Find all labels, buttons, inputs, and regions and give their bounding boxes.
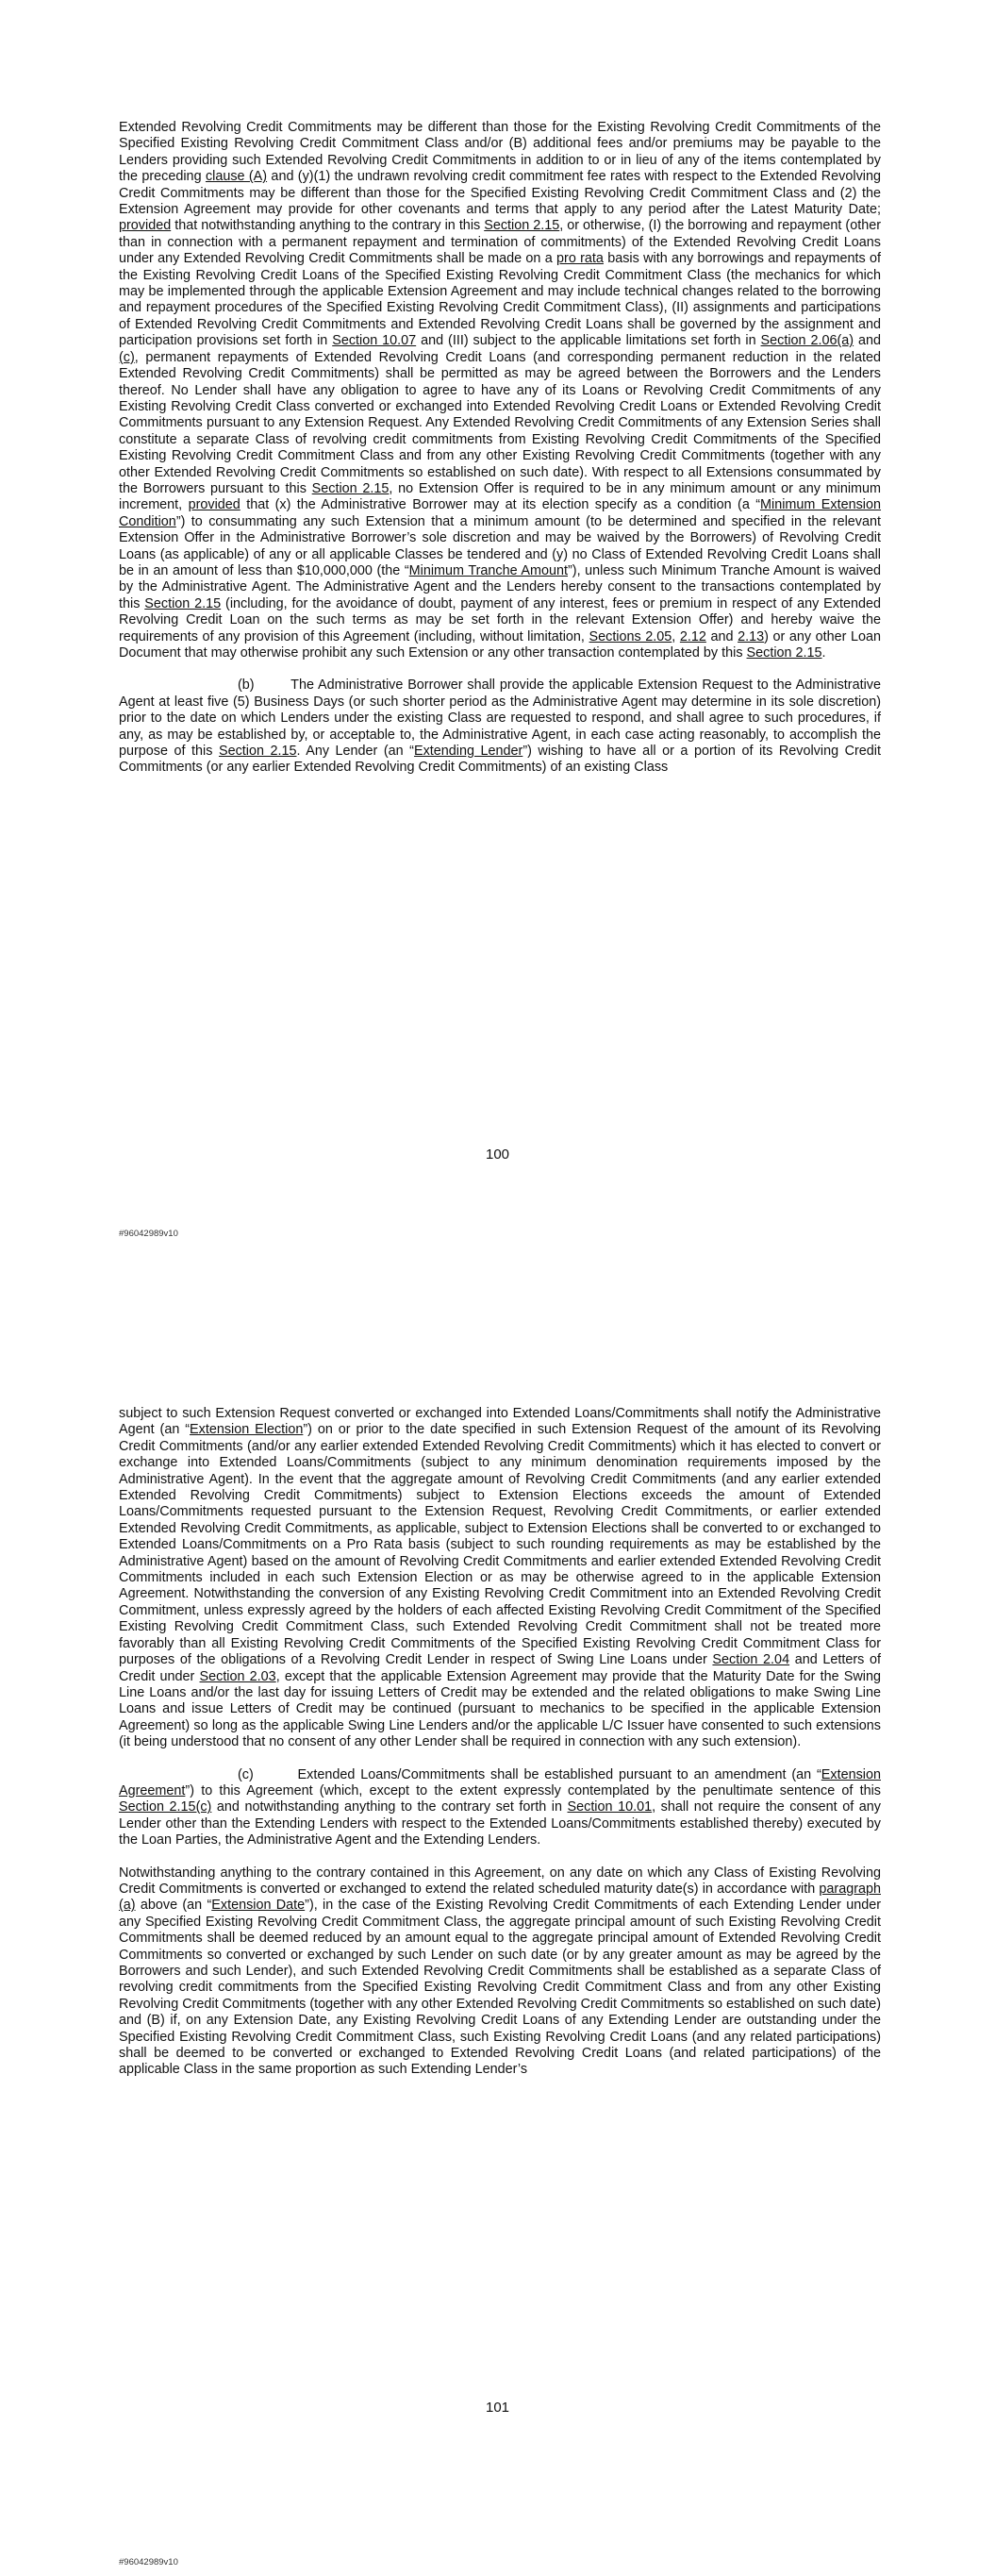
text-run: and xyxy=(854,333,882,349)
cross-reference: Extension Agreement xyxy=(119,1766,881,1798)
cross-reference: Extension Date xyxy=(211,1898,306,1914)
paragraph-c xyxy=(119,1767,881,1849)
paragraph-continuation xyxy=(119,1406,881,1751)
text-run: , no Extension Offer is required to be in any minimum amount or any minimum increment, xyxy=(119,480,881,513)
text-run: , xyxy=(672,628,680,644)
cross-reference: Section 2.04 xyxy=(712,1652,790,1668)
page-101 xyxy=(0,1288,995,2576)
text-run: and xyxy=(705,628,738,644)
text-run: basis with any borrowings and repayments of the Existing Revolving Credit Loans of the Specified Existing Revolving Credit Commitment Class (the mechanics for which may be implemented through the applicable Extension Agreement and may include technical changes related to the borrowing and repayment procedures of the Specified Existing Revolving Credit Commitment Class), (II) assignments and participations of Extended Revolving Credit Commitments and Extended Revolving Credit Loans shall be governed by the assignment and participation provisions set forth in xyxy=(119,251,881,349)
cross-reference: Section 10.01 xyxy=(567,1799,653,1815)
cross-reference: Section 2.03 xyxy=(199,1668,276,1684)
text-run: ”) to this Agreement (which, except to the extent expressly contemplated by the penultimate sentence of this xyxy=(185,1782,881,1798)
cross-reference: Section 2.15 xyxy=(218,744,297,760)
cross-reference: Section 10.07 xyxy=(332,333,417,349)
cross-reference: provided xyxy=(188,497,240,513)
cross-reference: 2.13 xyxy=(738,628,765,644)
text-run: , or otherwise, (I) the borrowing and repayment (other than in connection with a permanent repayment and termination of commitments) of the Extended Revolving Credit Loans under any Extended Revolving Credit Commitments shall be made on a xyxy=(119,218,881,267)
text-run: , permanent repayments of Extended Revolving Credit Loans (and corresponding permanent reduction in the related Extended Revolving Credit Commitments) shall be permitted as may be agreed between the Borrowers and the Lenders thereof. No Lender shall have any obligation to agree to have any of its Loans or Revolving Credit Commitments of any Existing Revolving Credit Class converted or exchanged into Extended Revolving Credit Loans or Extended Revolving Credit Commitments pursuant to any Extension Request. Any Extended Revolving Credit Commitments of any Extension Series shall constitute a separate Class of revolving credit commitments from Existing Revolving Credit Commitments of the Specified Existing Revolving Credit Commitment Class and from any other Existing Revolving Credit Commitments (together with any other Extended Revolving Credit Commitments so established on such date). With respect to all Extensions consummated by the Borrowers pursuant to this xyxy=(119,349,881,496)
text-run: ”) to consummating any such Extension that a minimum amount (to be determined and specified in the relevant Extension Offer in the Administrative Borrower’s sole discretion and may be waived by the Borrowers) of Revolving Credit Loans (as applicable) of any or all applicable Classes be tendered and (y) no Class of Extended Revolving Credit Loans shall be in an amount of less than $10,000,000 (the “ xyxy=(119,513,881,578)
text-run: Extended Revolving Credit Commitments may be different than those for the Existing Revolving Credit Commitments of the Specified Existing Revolving Credit Commitment Class and/or (B) additional fees and/or premiums may be payable to the Lenders providing such Extended Revolving Credit Commitments in addition to or in lieu of any of the items contemplated by the preceding xyxy=(119,120,881,185)
cross-reference: Section 2.15 xyxy=(311,480,390,496)
cross-reference: Extending Lender xyxy=(413,744,523,760)
page-body xyxy=(119,120,881,793)
text-run: ”) wishing to have all or a portion of its Revolving Credit Commitments (or any earlier Extended Revolving Credit Commitments) of an existing Class xyxy=(119,744,881,776)
document-id: #96042989v10 xyxy=(119,1229,178,1239)
text-run: that notwithstanding anything to the contrary in this xyxy=(171,218,485,234)
text-run: . Any Lender (an “ xyxy=(296,744,414,760)
text-run: (b) The Administrative Borrower shall provide the applicable Extension Request to the Administrative Agent at least five (5) Business Days (or such shorter period as the Administrative Agent may determine in its sole discretion) prior to the date on which Lenders under the existing Class are requested to respond, and shall agree to such procedures, if any, as may be established by, or acceptable to, the Administrative Agent, in each case acting reasonably, to accomplish the purpose of this xyxy=(119,677,881,760)
text-run: , except that the applicable Extension Agreement may provide that the Maturity Date for the Swing Line Loans and/or the last day for issuing Letters of Credit may be extended and the related obligations to make Swing Line Loans and issue Letters of Credit may be continued (pursuant to mechanics to be specified in the applicable Extension Agreement) so long as the applicable Swing Line Lenders and/or the applicable L/C Issuer have consented to such extensions (it being understood that no consent of any other Lender shall be required in connection with any such extension). xyxy=(119,1668,881,1750)
cross-reference: Sections 2.05 xyxy=(589,628,672,644)
text-run: . xyxy=(821,645,826,661)
cross-reference: 2.12 xyxy=(679,628,706,644)
text-run: ) or any other Loan Document that may otherwise prohibit any such Extension or any other transaction contemplated by this xyxy=(119,628,881,661)
cross-reference: provided xyxy=(119,218,172,234)
cross-reference: pro rata xyxy=(556,251,604,267)
cross-reference: Section 2.06(a) xyxy=(760,333,854,349)
text-run: and (III) subject to the applicable limitations set forth in xyxy=(416,333,761,349)
text-run: Notwithstanding anything to the contrary contained in this Agreement, on any date on which any Class of Existing Revolving Credit Commitments is converted or exchanged to extend the related scheduled maturity date(s) in accordance with xyxy=(119,1865,881,1897)
text-run: that (x) the Administrative Borrower may at its election specify as a condition (a “ xyxy=(240,497,761,513)
page-number: 101 xyxy=(485,2400,510,2416)
cross-reference: Minimum Tranche Amount xyxy=(408,562,568,578)
text-run: (including, for the avoidance of doubt, payment of any interest, fees or premium in respect of any Extended Revolving Credit Loan on the such terms as may be set forth in the relevant Extension Offer) and hereby waive the requirements of any provision of this Agreement (including, without limitation, xyxy=(119,595,881,644)
paragraph-continuation xyxy=(119,120,881,661)
text-run: above (an “ xyxy=(135,1898,212,1914)
cross-reference: Section 2.15 xyxy=(484,218,560,234)
text-run: and notwithstanding anything to the contrary set forth in xyxy=(211,1799,568,1815)
page-body xyxy=(119,1406,881,2095)
cross-reference: paragraph (a) xyxy=(119,1881,881,1914)
text-run: , shall not require the consent of any Lender other than the Extending Lenders with respect to the Extended Loans/Commitments established thereby) executed by the Loan Parties, the Administrative Agent and the Extending Lenders. xyxy=(119,1799,881,1848)
cross-reference: (c) xyxy=(119,349,135,365)
text-run: ”), unless such Minimum Tranche Amount is waived by the Administrative Agent. The Administrative Agent and the Lenders hereby consent to the transactions contemplated by this xyxy=(119,562,881,611)
cross-reference: Extension Election xyxy=(190,1422,304,1438)
document-id: #96042989v10 xyxy=(119,2557,178,2568)
text-run: and (y)(1) the undrawn revolving credit commitment fee rates with respect to the Extended Revolving Credit Commitments may be different than those for the Specified Existing Revolving Credit Commitment Class and (2) the Extension Agreement may provide for other covenants and terms that apply to any period after the Latest Maturity Date; xyxy=(119,169,881,218)
text-run: ”), in the case of the Existing Revolving Credit Commitments of each Extending Lender under any Specified Existing Revolving Credit Commitment Class, the aggregate principal amount of such Existing Revolving Credit Commitments shall be deemed reduced by an amount equal to the aggregate principal amount of Extended Revolving Credit Commitments so converted or exchanged by such Lender on such date (or by any greater amount as may be agreed by the Borrowers and such Lender), and such Extended Revolving Credit Commitments shall be established as a separate Class of revolving credit commitments from the Specified Existing Revolving Credit Commitment Class and from any other Existing Revolving Credit Commitments (together with any other Extended Revolving Credit Commitments so established on such date) and (B) if, on any Extension Date, any Existing Revolving Credit Loans of any Extending Lender are outstanding under the Specified Existing Revolving Credit Commitment Class, such Existing Revolving Credit Loans (and any related participations) shall be deemed to be converted or exchanged to Extended Revolving Credit Loans (and related participations) of the applicable Class in the same proportion as such Extending Lender’s xyxy=(119,1898,882,2078)
paragraph-notwithstanding xyxy=(119,1865,881,2079)
page-number: 100 xyxy=(485,1146,510,1163)
cross-reference: Section 2.15(c) xyxy=(119,1799,212,1815)
text-run: and Letters of Credit under xyxy=(119,1652,881,1684)
text-run: subject to such Extension Request converted or exchanged into Extended Loans/Commitments shall notify the Administrative Agent (an “ xyxy=(119,1406,881,1438)
paragraph-b xyxy=(119,677,881,776)
text-run: (c) Extended Loans/Commitments shall be established pursuant to an amendment (an “ xyxy=(238,1766,821,1782)
cross-reference: Minimum Extension Condition xyxy=(119,497,882,529)
cross-reference: clause (A) xyxy=(205,169,268,185)
cross-reference: Section 2.15 xyxy=(746,645,822,661)
cross-reference: Section 2.15 xyxy=(144,595,222,611)
text-run: ”) on or prior to the date specified in such Extension Request of the amount of its Revolving Credit Commitments (and/or any earlier extended Extended Revolving Credit Commitments) which it has elected to convert or exchange into Extended Loans/Commitments (subject to any minimum denomination requirements imposed by the Administrative Agent). In the event that the aggregate amount of Revolving Credit Commitments (and any earlier extended Extended Revolving Credit Commitments) subject to Extension Elections exceeds the amount of Extended Loans/Commitments requested pursuant to the Extension Request, Revolving Credit Commitments, or earlier extended Extended Revolving Credit Commitments, as applicable, subject to Extension Elections shall be converted to or exchanged to Extended Loans/Commitments on a Pro Rata basis (subject to such rounding requirements as may be established by the Administrative Agent) based on the amount of Revolving Credit Commitments and earlier extended Extended Revolving Credit Commitments included in each such Extension Election or as may be otherwise agreed to in the applicable Extension Agreement. Notwithstanding the conversion of any Existing Revolving Credit Commitment into an Extended Revolving Credit Commitment, unless expressly agreed by the holders of each affected Existing Revolving Credit Commitment of the Specified Existing Revolving Credit Commitment Class, such Extended Revolving Credit Commitment shall not be treated more favorably than all Existing Revolving Credit Commitments of the Specified Existing Revolving Credit Commitment Class for purposes of the obligations of a Revolving Credit Lender in respect of Swing Line Loans under xyxy=(119,1422,881,1668)
